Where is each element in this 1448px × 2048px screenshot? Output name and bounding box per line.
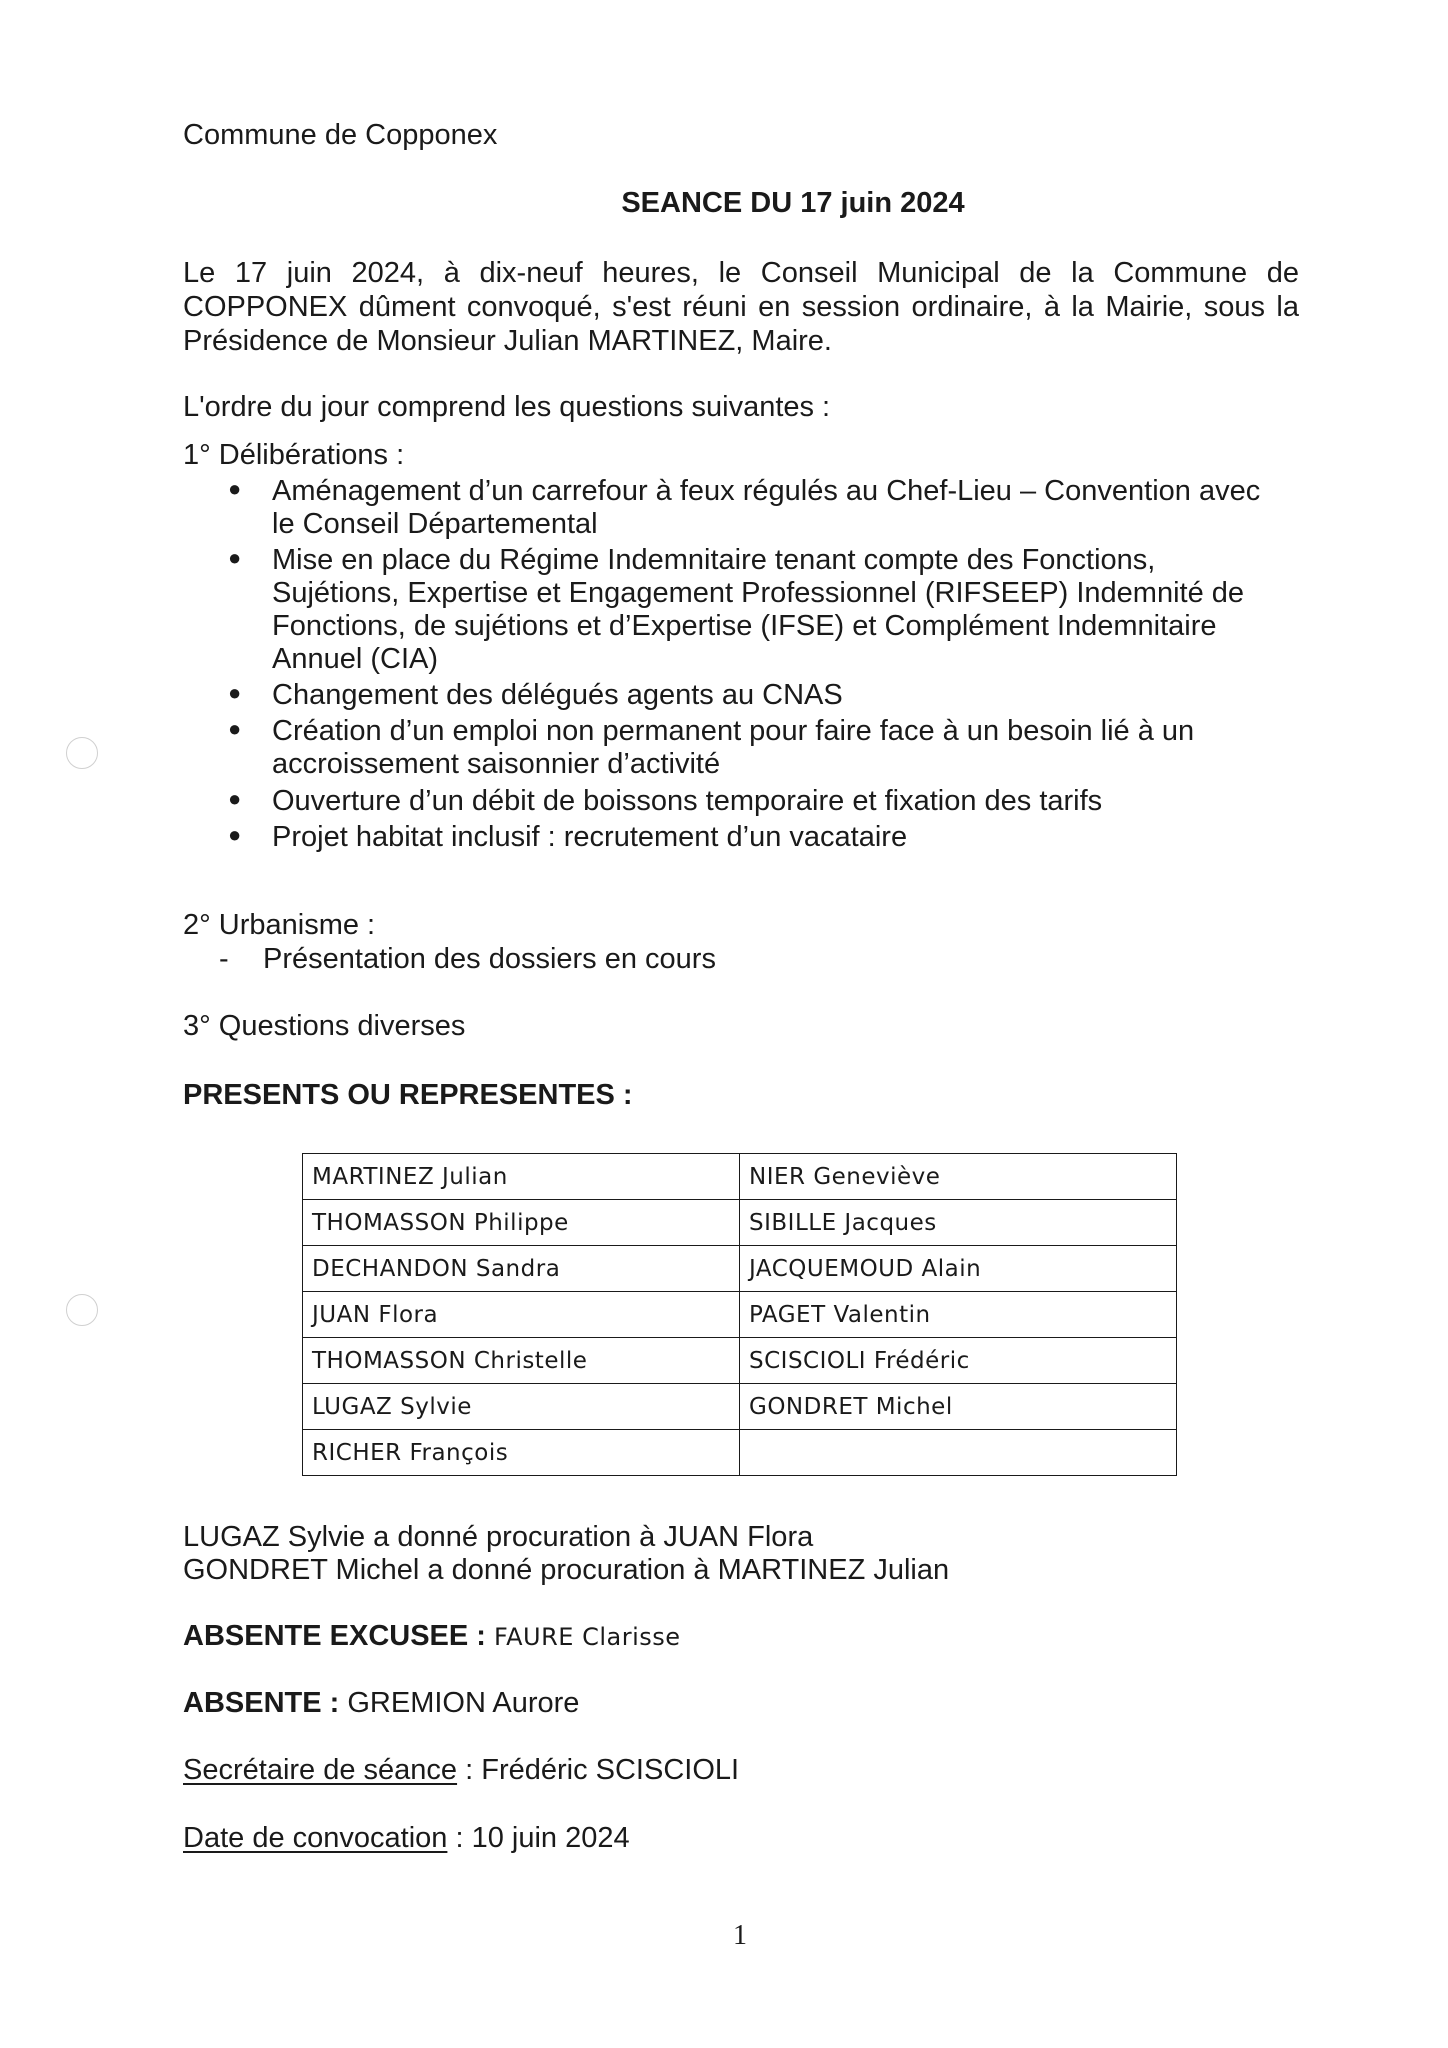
convocation-label: Date de convocation xyxy=(183,1822,448,1854)
ordre-du-jour: L'ordre du jour comprend les questions suivantes : xyxy=(183,391,831,423)
convocation-line xyxy=(183,1821,630,1855)
punch-hole-icon xyxy=(66,737,98,769)
presents-heading: PRESENTS OU REPRESENTES : xyxy=(183,1079,633,1111)
table-row xyxy=(303,1292,1177,1338)
table-row xyxy=(303,1430,1177,1476)
table-cell: NIER Geneviève xyxy=(740,1154,1177,1200)
punch-hole-icon xyxy=(66,1294,98,1326)
table-cell: JACQUEMOUD Alain xyxy=(740,1246,1177,1292)
absente-name: GREMION Aurore xyxy=(347,1687,580,1719)
dash-marker: - xyxy=(219,943,229,975)
intro-line: COPPONEX dûment convoqué, s'est réuni en session ordinaire, à la Mairie, sous la xyxy=(183,291,1299,323)
procuration-line: LUGAZ Sylvie a donné procuration à JUAN Flora xyxy=(183,1521,814,1553)
bullet-icon: ● xyxy=(228,716,242,741)
table-row xyxy=(303,1338,1177,1384)
table-cell xyxy=(740,1430,1177,1476)
convocation-sep: : xyxy=(447,1822,472,1854)
intro-line: Le 17 juin 2024, à dix-neuf heures, le Conseil Municipal de la Commune de xyxy=(183,257,1299,289)
table-cell: MARTINEZ Julian xyxy=(303,1154,740,1200)
absente-excusee-name: FAURE Clarisse xyxy=(494,1623,681,1651)
list-item-line: Sujétions, Expertise et Engagement Professionnel (RIFSEEP) Indemnité de xyxy=(272,577,1245,609)
table-row xyxy=(303,1154,1177,1200)
section-deliberations-title: 1° Délibérations : xyxy=(183,439,405,471)
table-cell: SCISCIOLI Frédéric xyxy=(740,1338,1177,1384)
bullet-icon: ● xyxy=(228,822,242,847)
list-item-line: Création d’un emploi non permanent pour faire face à un besoin lié à un xyxy=(272,715,1195,747)
table-cell: LUGAZ Sylvie xyxy=(303,1384,740,1430)
absente-label: ABSENTE : xyxy=(183,1687,340,1719)
intro-line: Présidence de Monsieur Julian MARTINEZ, Maire. xyxy=(183,325,832,357)
absente-excusee xyxy=(183,1619,681,1654)
list-item-line: Mise en place du Régime Indemnitaire tenant compte des Fonctions, xyxy=(272,544,1156,576)
procuration-line: GONDRET Michel a donné procuration à MARTINEZ Julian xyxy=(183,1554,950,1586)
intro-paragraph xyxy=(183,256,1299,358)
absente xyxy=(183,1686,579,1720)
table-row xyxy=(303,1200,1177,1246)
table-cell: PAGET Valentin xyxy=(740,1292,1177,1338)
list-item-line: Changement des délégués agents au CNAS xyxy=(272,679,843,711)
list-item-line: accroissement saisonnier d’activité xyxy=(272,748,721,780)
table-cell: DECHANDON Sandra xyxy=(303,1246,740,1292)
bullet-icon: ● xyxy=(228,680,242,705)
section-urbanisme-title: 2° Urbanisme : xyxy=(183,909,376,941)
bullet-icon: ● xyxy=(228,545,242,570)
list-item-line: le Conseil Départemental xyxy=(272,508,598,540)
list-item-line: Annuel (CIA) xyxy=(272,643,439,675)
secretaire-line xyxy=(183,1753,739,1787)
table-cell: SIBILLE Jacques xyxy=(740,1200,1177,1246)
presents-table xyxy=(302,1153,1177,1476)
absente-excusee-label: ABSENTE EXCUSEE : xyxy=(183,1620,486,1652)
secretaire-sep: : xyxy=(457,1754,482,1786)
list-item-line: Fonctions, de sujétions et d’Expertise (IFSE) et Complément Indemnitaire xyxy=(272,610,1217,642)
table-cell: JUAN Flora xyxy=(303,1292,740,1338)
commune-name: Commune de Copponex xyxy=(183,119,498,151)
table-cell: THOMASSON Christelle xyxy=(303,1338,740,1384)
page-number: 1 xyxy=(733,1920,747,1951)
table-row xyxy=(303,1384,1177,1430)
section-questions-title: 3° Questions diverses xyxy=(183,1010,466,1042)
bullet-icon: ● xyxy=(228,786,242,811)
seance-title: SEANCE DU 17 juin 2024 xyxy=(621,187,965,219)
secretaire-label: Secrétaire de séance xyxy=(183,1754,458,1786)
table-cell: RICHER François xyxy=(303,1430,740,1476)
urbanisme-item: Présentation des dossiers en cours xyxy=(263,943,716,975)
table-cell: THOMASSON Philippe xyxy=(303,1200,740,1246)
bullet-icon: ● xyxy=(228,476,242,501)
table-cell: GONDRET Michel xyxy=(740,1384,1177,1430)
list-item-line: Ouverture d’un débit de boissons temporaire et fixation des tarifs xyxy=(272,785,1103,817)
secretaire-name: Frédéric SCISCIOLI xyxy=(481,1754,740,1786)
list-item-line: Projet habitat inclusif : recrutement d’un vacataire xyxy=(272,821,908,853)
convocation-date: 10 juin 2024 xyxy=(471,1822,630,1854)
table-row xyxy=(303,1246,1177,1292)
list-item-line: Aménagement d’un carrefour à feux régulés au Chef-Lieu – Convention avec xyxy=(272,475,1261,507)
